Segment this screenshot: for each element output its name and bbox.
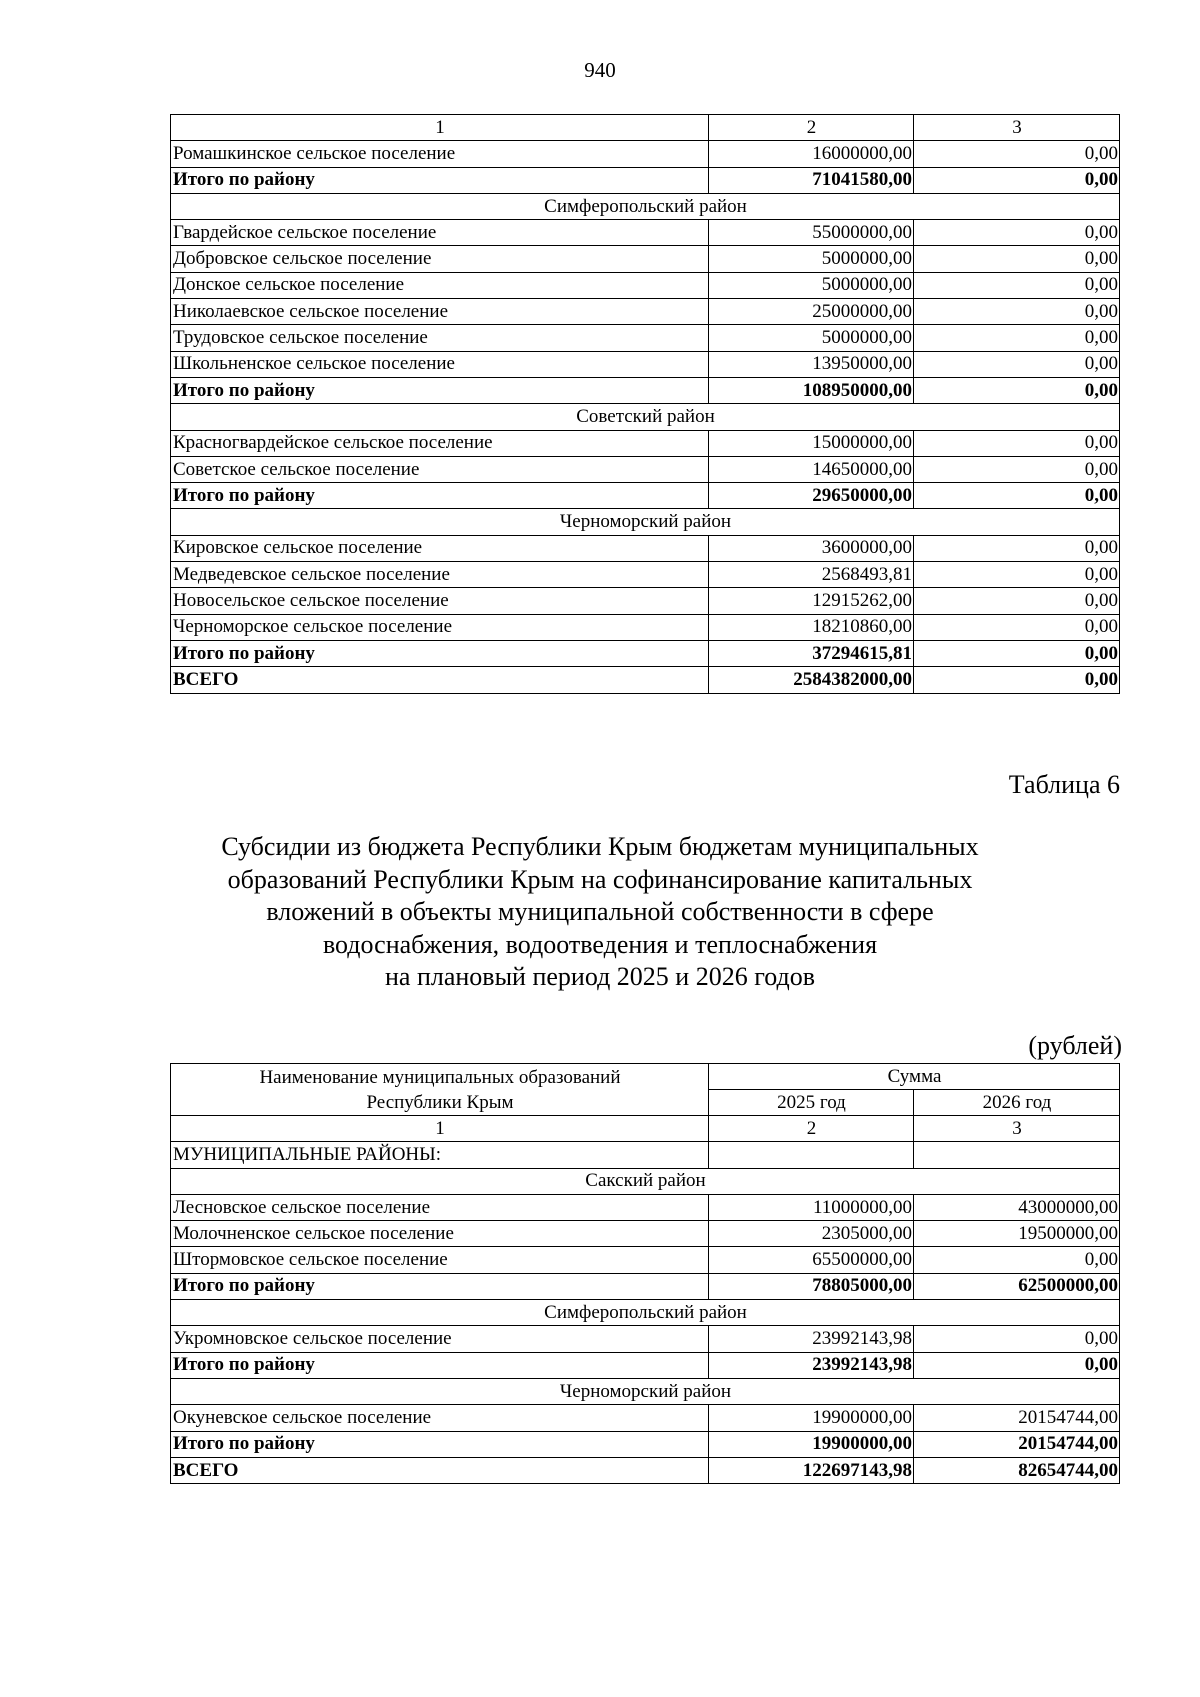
table-row [171, 430, 1120, 456]
amount-2025: 2305000,00 [709, 1221, 914, 1247]
page-number: 940 [584, 58, 616, 82]
amount-2025: 108950000,00 [709, 377, 914, 403]
table-row [171, 351, 1120, 377]
total-row [171, 167, 1120, 193]
amount-2026: 0,00 [914, 1247, 1120, 1273]
municipality-name: Итого по району [171, 1273, 709, 1299]
amount-2025: 16000000,00 [709, 141, 914, 167]
table-5-continuation [170, 114, 1120, 694]
municipality-name: Гвардейское сельское поселение [171, 220, 709, 246]
title-line: Субсидии из бюджета Республики Крым бюджетам муниципальных [221, 832, 979, 861]
header-sum-cell: Сумма [709, 1064, 1120, 1090]
total-row [171, 483, 1120, 509]
table-row [171, 1326, 1120, 1352]
municipality-name: Итого по району [171, 483, 709, 509]
total-row [171, 1457, 1120, 1483]
municipality-name: Итого по району [171, 1431, 709, 1457]
total-row [171, 640, 1120, 666]
table-row [171, 325, 1120, 351]
amount-2025: 5000000,00 [709, 325, 914, 351]
district-name: Черноморский район [171, 1378, 1120, 1404]
district-name: Симферопольский район [171, 193, 1120, 219]
amount-2026: 0,00 [914, 430, 1120, 456]
amount-2026: 0,00 [914, 141, 1120, 167]
municipality-name: Новосельское сельское поселение [171, 588, 709, 614]
total-row [171, 1352, 1120, 1378]
municipality-name: Окуневское сельское поселение [171, 1405, 709, 1431]
table-row [171, 1194, 1120, 1220]
district-header-row [171, 509, 1120, 535]
amount-2025: 14650000,00 [709, 456, 914, 482]
amount-2025: 3600000,00 [709, 535, 914, 561]
municipality-name: ВСЕГО [171, 667, 709, 693]
table-row [171, 1247, 1120, 1273]
amount-2026: 0,00 [914, 377, 1120, 403]
amount-2025: 71041580,00 [709, 167, 914, 193]
district-name: Черноморский район [171, 509, 1120, 535]
amount-2026: 0,00 [914, 325, 1120, 351]
amount-2025: 78805000,00 [709, 1273, 914, 1299]
empty-cell [914, 1142, 1120, 1168]
amount-2025: 2568493,81 [709, 562, 914, 588]
table-row [171, 1405, 1120, 1431]
header-year-2025: 2025 год [709, 1090, 914, 1116]
municipality-name: Черноморское сельское поселение [171, 614, 709, 640]
column-number: 1 [171, 115, 709, 141]
municipality-name: Итого по району [171, 640, 709, 666]
amount-2026: 43000000,00 [914, 1194, 1120, 1220]
municipality-name: Донское сельское поселение [171, 272, 709, 298]
amount-2025: 37294615,81 [709, 640, 914, 666]
header-name-cell [171, 1064, 709, 1116]
amount-2026: 0,00 [914, 1326, 1120, 1352]
table-row [171, 246, 1120, 272]
amount-2025: 19900000,00 [709, 1431, 914, 1457]
title-line: образований Республики Крым на софинансирование капитальных [227, 864, 973, 894]
municipality-name: Итого по району [171, 377, 709, 403]
table-6-body [171, 1064, 1120, 1484]
column-number-row [171, 115, 1120, 141]
table-row [171, 141, 1120, 167]
municipality-name: Красногвардейское сельское поселение [171, 430, 709, 456]
total-row [171, 667, 1120, 693]
amount-2026: 0,00 [914, 562, 1120, 588]
municipality-name: Кировское сельское поселение [171, 535, 709, 561]
amount-2025: 11000000,00 [709, 1194, 914, 1220]
amount-2026: 62500000,00 [914, 1273, 1120, 1299]
amount-2025: 18210860,00 [709, 614, 914, 640]
amount-2025: 13950000,00 [709, 351, 914, 377]
amount-2026: 0,00 [914, 667, 1120, 693]
amount-2025: 12915262,00 [709, 588, 914, 614]
table-row [171, 562, 1120, 588]
amount-2026: 0,00 [914, 299, 1120, 325]
district-header-row [171, 1300, 1120, 1326]
municipality-name: ВСЕГО [171, 1457, 709, 1483]
amount-2026: 19500000,00 [914, 1221, 1120, 1247]
amount-2026: 82654744,00 [914, 1457, 1120, 1483]
title-line: на плановый период 2025 и 2026 годов [385, 962, 815, 991]
table-row [171, 535, 1120, 561]
table-row [171, 220, 1120, 246]
district-name: Симферопольский район [171, 1300, 1120, 1326]
municipality-name: Штормовское сельское поселение [171, 1247, 709, 1273]
amount-2026: 0,00 [914, 272, 1120, 298]
amount-2026: 0,00 [914, 535, 1120, 561]
table-5-body [171, 115, 1120, 694]
amount-2025: 5000000,00 [709, 272, 914, 298]
amount-2026: 0,00 [914, 588, 1120, 614]
district-header-row [171, 404, 1120, 430]
district-name: Советский район [171, 404, 1120, 430]
municipality-name: Николаевское сельское поселение [171, 299, 709, 325]
amount-2025: 29650000,00 [709, 483, 914, 509]
column-number: 3 [914, 115, 1120, 141]
column-number: 2 [709, 115, 914, 141]
municipality-name: Молочненское сельское поселение [171, 1221, 709, 1247]
table-row [171, 1221, 1120, 1247]
amount-2025: 25000000,00 [709, 299, 914, 325]
table-label: Таблица 6 [1008, 770, 1120, 799]
units-label: (рублей) [1028, 1031, 1122, 1060]
title-line: вложений в объекты муниципальной собственности в сфере [266, 897, 934, 926]
amount-2026: 0,00 [914, 456, 1120, 482]
amount-2026: 20154744,00 [914, 1431, 1120, 1457]
header-year-2026: 2026 год [914, 1090, 1120, 1116]
amount-2025: 122697143,98 [709, 1457, 914, 1483]
table-6 [170, 1063, 1120, 1484]
header-row [171, 1064, 1120, 1090]
district-header-row [171, 1168, 1120, 1194]
empty-cell [709, 1142, 914, 1168]
section-row [171, 1142, 1120, 1168]
total-row [171, 377, 1120, 403]
table-title [150, 831, 1050, 994]
municipality-name: Советское сельское поселение [171, 456, 709, 482]
amount-2026: 0,00 [914, 246, 1120, 272]
title-line: водоснабжения, водоотведения и теплоснабжения [322, 929, 878, 959]
amount-2025: 15000000,00 [709, 430, 914, 456]
amount-2026: 0,00 [914, 351, 1120, 377]
amount-2025: 2584382000,00 [709, 667, 914, 693]
district-name: Сакский район [171, 1168, 1120, 1194]
municipality-name: Укромновское сельское поселение [171, 1326, 709, 1352]
district-header-row [171, 1378, 1120, 1404]
column-number-row [171, 1116, 1120, 1142]
municipality-name: Итого по району [171, 1352, 709, 1378]
column-number: 2 [709, 1116, 914, 1142]
section-name: МУНИЦИПАЛЬНЫЕ РАЙОНЫ: [171, 1142, 709, 1168]
header-name-line: Наименование муниципальных образований [259, 1066, 621, 1088]
amount-2026: 20154744,00 [914, 1405, 1120, 1431]
municipality-name: Трудовское сельское поселение [171, 325, 709, 351]
column-number: 1 [171, 1116, 709, 1142]
amount-2025: 5000000,00 [709, 246, 914, 272]
amount-2025: 23992143,98 [709, 1352, 914, 1378]
district-header-row [171, 193, 1120, 219]
amount-2025: 65500000,00 [709, 1247, 914, 1273]
municipality-name: Медведевское сельское поселение [171, 562, 709, 588]
amount-2026: 0,00 [914, 1352, 1120, 1378]
amount-2026: 0,00 [914, 167, 1120, 193]
header-name-line: Республики Крым [366, 1091, 514, 1113]
total-row [171, 1273, 1120, 1299]
amount-2026: 0,00 [914, 483, 1120, 509]
municipality-name: Лесновское сельское поселение [171, 1194, 709, 1220]
table-row [171, 456, 1120, 482]
municipality-name: Добровское сельское поселение [171, 246, 709, 272]
municipality-name: Итого по району [171, 167, 709, 193]
table-row [171, 272, 1120, 298]
amount-2025: 55000000,00 [709, 220, 914, 246]
municipality-name: Школьненское сельское поселение [171, 351, 709, 377]
amount-2026: 0,00 [914, 640, 1120, 666]
amount-2026: 0,00 [914, 614, 1120, 640]
table-row [171, 299, 1120, 325]
table-row [171, 588, 1120, 614]
total-row [171, 1431, 1120, 1457]
table-row [171, 614, 1120, 640]
amount-2025: 23992143,98 [709, 1326, 914, 1352]
municipality-name: Ромашкинское сельское поселение [171, 141, 709, 167]
amount-2026: 0,00 [914, 220, 1120, 246]
column-number: 3 [914, 1116, 1120, 1142]
amount-2025: 19900000,00 [709, 1405, 914, 1431]
